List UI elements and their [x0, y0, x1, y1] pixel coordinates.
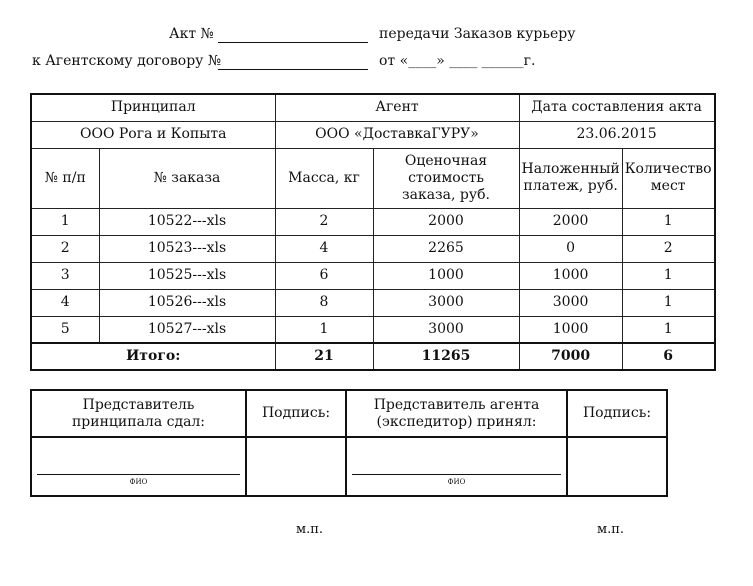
- row-mass: 8: [275, 289, 373, 316]
- principal-value: ООО Рога и Копыта: [31, 121, 275, 148]
- totals-value: 11265: [373, 343, 519, 370]
- orders-table: [30, 93, 716, 371]
- row-places: 1: [622, 316, 714, 343]
- parties-value-row: [31, 121, 715, 148]
- signature-table: [30, 389, 668, 497]
- fio-line: [352, 474, 561, 475]
- transfer-text: передачи Заказов курьеру: [379, 26, 576, 42]
- row-order: 10526---xls: [99, 289, 275, 316]
- col-places-header: Количество мест: [622, 148, 714, 208]
- totals-row: [31, 343, 715, 370]
- totals-cod: 7000: [519, 343, 622, 370]
- fio-label: ФИО: [447, 478, 466, 486]
- row-places: 2: [622, 235, 714, 262]
- fio-label: ФИО: [129, 478, 148, 486]
- row-value: 3000: [373, 316, 519, 343]
- row-value: 2000: [373, 208, 519, 235]
- agent-header: Агент: [275, 94, 519, 121]
- row-cod: 1000: [519, 262, 622, 289]
- row-num: 3: [31, 262, 99, 289]
- row-places: 1: [622, 208, 714, 235]
- principal-signature-field[interactable]: [246, 437, 346, 496]
- row-value: 3000: [373, 289, 519, 316]
- col-value-header: Оценочная стоимость заказа, руб.: [373, 148, 519, 208]
- row-order: 10522---xls: [99, 208, 275, 235]
- row-order: 10523---xls: [99, 235, 275, 262]
- row-num: 1: [31, 208, 99, 235]
- row-order: 10527---xls: [99, 316, 275, 343]
- totals-label: Итого:: [31, 343, 275, 370]
- stamp-place-right: м.п.: [597, 522, 625, 537]
- row-mass: 6: [275, 262, 373, 289]
- contract-number-blank: [218, 69, 368, 70]
- stamp-place-left: м.п.: [296, 522, 324, 537]
- table-row: [31, 262, 715, 289]
- contract-date-text: от «____» ____ ______г.: [379, 53, 536, 69]
- row-order: 10525---xls: [99, 262, 275, 289]
- col-cod-header: Наложенный платеж, руб.: [519, 148, 622, 208]
- row-mass: 4: [275, 235, 373, 262]
- col-num-header: № п/п: [31, 148, 99, 208]
- date-header: Дата составления акта: [519, 94, 715, 121]
- agent-fio-field[interactable]: [346, 437, 567, 496]
- row-cod: 3000: [519, 289, 622, 316]
- row-places: 1: [622, 262, 714, 289]
- row-num: 5: [31, 316, 99, 343]
- row-cod: 1000: [519, 316, 622, 343]
- row-cod: 0: [519, 235, 622, 262]
- signature2-label: Подпись:: [567, 390, 667, 437]
- row-num: 2: [31, 235, 99, 262]
- date-value: 23.06.2015: [519, 121, 715, 148]
- signature-field-row: [31, 437, 667, 496]
- contract-label: к Агентскому договору №: [32, 53, 222, 69]
- table-row: [31, 235, 715, 262]
- act-number-blank: [218, 42, 368, 43]
- columns-header-row: [31, 148, 715, 208]
- table-row: [31, 208, 715, 235]
- row-mass: 2: [275, 208, 373, 235]
- signature1-label: Подпись:: [246, 390, 346, 437]
- principal-rep-label: Представитель принципала сдал:: [31, 390, 246, 437]
- agent-rep-label: Представитель агента (экспедитор) принял:: [346, 390, 567, 437]
- table-row: [31, 289, 715, 316]
- row-places: 1: [622, 289, 714, 316]
- principal-header: Принципал: [31, 94, 275, 121]
- row-cod: 2000: [519, 208, 622, 235]
- col-mass-header: Масса, кг: [275, 148, 373, 208]
- fio-line: [37, 474, 240, 475]
- row-num: 4: [31, 289, 99, 316]
- totals-mass: 21: [275, 343, 373, 370]
- col-order-header: № заказа: [99, 148, 275, 208]
- row-value: 1000: [373, 262, 519, 289]
- act-label: Акт №: [169, 26, 214, 42]
- agent-value: ООО «ДоставкаГУРУ»: [275, 121, 519, 148]
- agent-signature-field[interactable]: [567, 437, 667, 496]
- signature-header-row: [31, 390, 667, 437]
- principal-fio-field[interactable]: [31, 437, 246, 496]
- parties-header-row: [31, 94, 715, 121]
- table-row: [31, 316, 715, 343]
- row-value: 2265: [373, 235, 519, 262]
- row-mass: 1: [275, 316, 373, 343]
- totals-places: 6: [622, 343, 714, 370]
